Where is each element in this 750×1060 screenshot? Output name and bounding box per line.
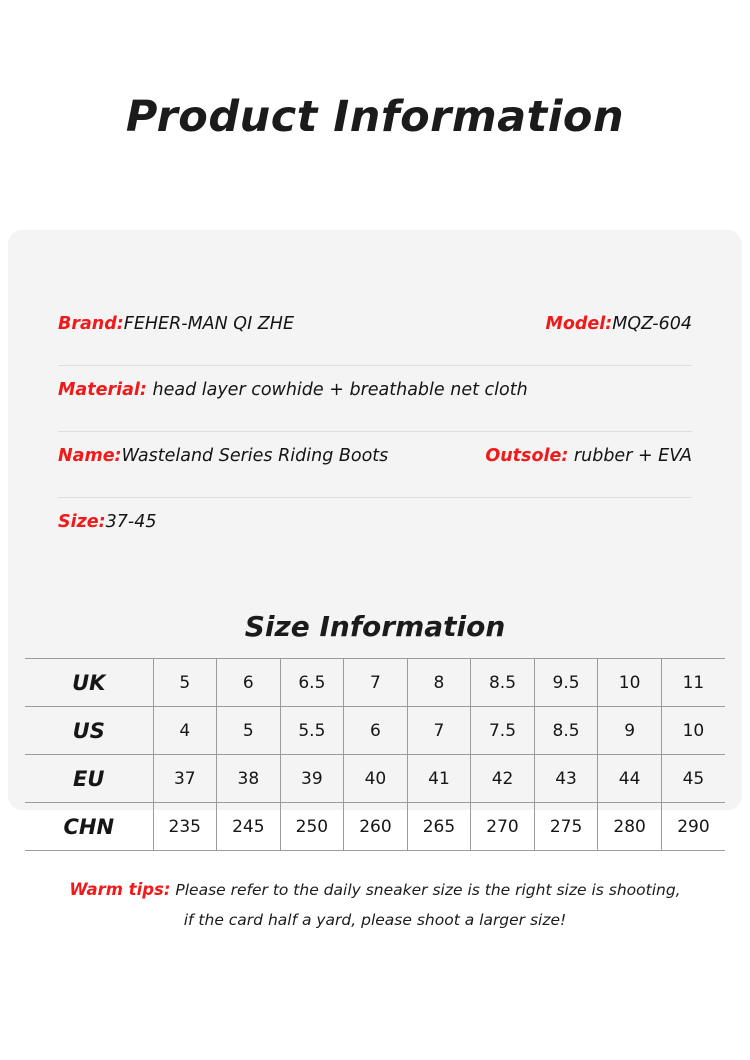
size-row-label: CHN [25,803,153,851]
size-cell: 42 [471,755,535,803]
size-cell: 7.5 [471,707,535,755]
spec-brand-label: Brand: [58,314,124,334]
spec-brand [58,314,294,334]
warm-tips-line-2: if the card half a yard, please shoot a larger size! [183,911,567,929]
spec-row-brand-model [58,300,692,366]
size-cell: 265 [407,803,471,851]
size-cell: 5 [217,707,281,755]
spec-row-material [58,366,692,432]
spec-brand-value: FEHER-MAN QI ZHE [123,314,295,334]
size-cell: 5.5 [280,707,344,755]
spec-outsole-label: Outsole: [485,446,569,466]
size-cell: 250 [280,803,344,851]
size-cell: 260 [344,803,408,851]
table-row [25,803,725,851]
spec-model [545,314,692,334]
warm-tips-label: Warm tips: [69,880,171,899]
warm-tips-line-1 [8,875,742,905]
spec-list [58,300,692,564]
size-cell: 290 [661,803,725,851]
size-cell: 6.5 [280,659,344,707]
page-title: Product Information [125,92,625,142]
spec-row-name-outsole [58,432,692,498]
size-cell: 8 [407,659,471,707]
spec-name-label: Name: [58,446,122,466]
spec-outsole-value: rubber + EVA [573,446,692,466]
spec-size [58,512,157,532]
size-cell: 8.5 [534,707,598,755]
size-cell: 10 [661,707,725,755]
product-info-card [8,230,742,929]
size-cell: 6 [344,707,408,755]
size-chart-table [25,658,725,851]
spec-material-label: Material: [58,380,147,400]
size-cell: 4 [153,707,217,755]
size-cell: 9 [598,707,662,755]
spec-size-label: Size: [58,512,106,532]
size-row-label: EU [25,755,153,803]
spec-size-value: 37-45 [105,512,157,532]
size-cell: 40 [344,755,408,803]
warm-tips [8,875,742,935]
spec-name-value: Wasteland Series Riding Boots [121,446,389,466]
spec-model-value: MQZ-604 [612,314,692,334]
spec-outsole [485,446,692,466]
table-row [25,707,725,755]
size-cell: 7 [407,707,471,755]
size-cell: 9.5 [534,659,598,707]
table-row [25,755,725,803]
spec-material-value: head layer cowhide + breathable net cloth [152,380,528,400]
size-cell: 43 [534,755,598,803]
size-cell: 41 [407,755,471,803]
warm-tips-text-1: Please refer to the daily sneaker size is the right size is shooting, [175,881,681,899]
size-cell: 275 [534,803,598,851]
size-cell: 39 [280,755,344,803]
spec-row-size [58,498,692,564]
size-information-title: Size Information [244,610,506,643]
size-cell: 5 [153,659,217,707]
size-cell: 11 [661,659,725,707]
spec-model-label: Model: [545,314,613,334]
size-cell: 7 [344,659,408,707]
size-cell: 44 [598,755,662,803]
table-row [25,659,725,707]
size-cell: 245 [217,803,281,851]
size-row-label: US [25,707,153,755]
spec-name [58,446,388,466]
size-cell: 8.5 [471,659,535,707]
size-cell: 38 [217,755,281,803]
size-cell: 280 [598,803,662,851]
size-cell: 235 [153,803,217,851]
size-cell: 6 [217,659,281,707]
size-cell: 45 [661,755,725,803]
spec-material [58,380,528,400]
size-row-label: UK [25,659,153,707]
size-cell: 270 [471,803,535,851]
size-cell: 10 [598,659,662,707]
size-cell: 37 [153,755,217,803]
